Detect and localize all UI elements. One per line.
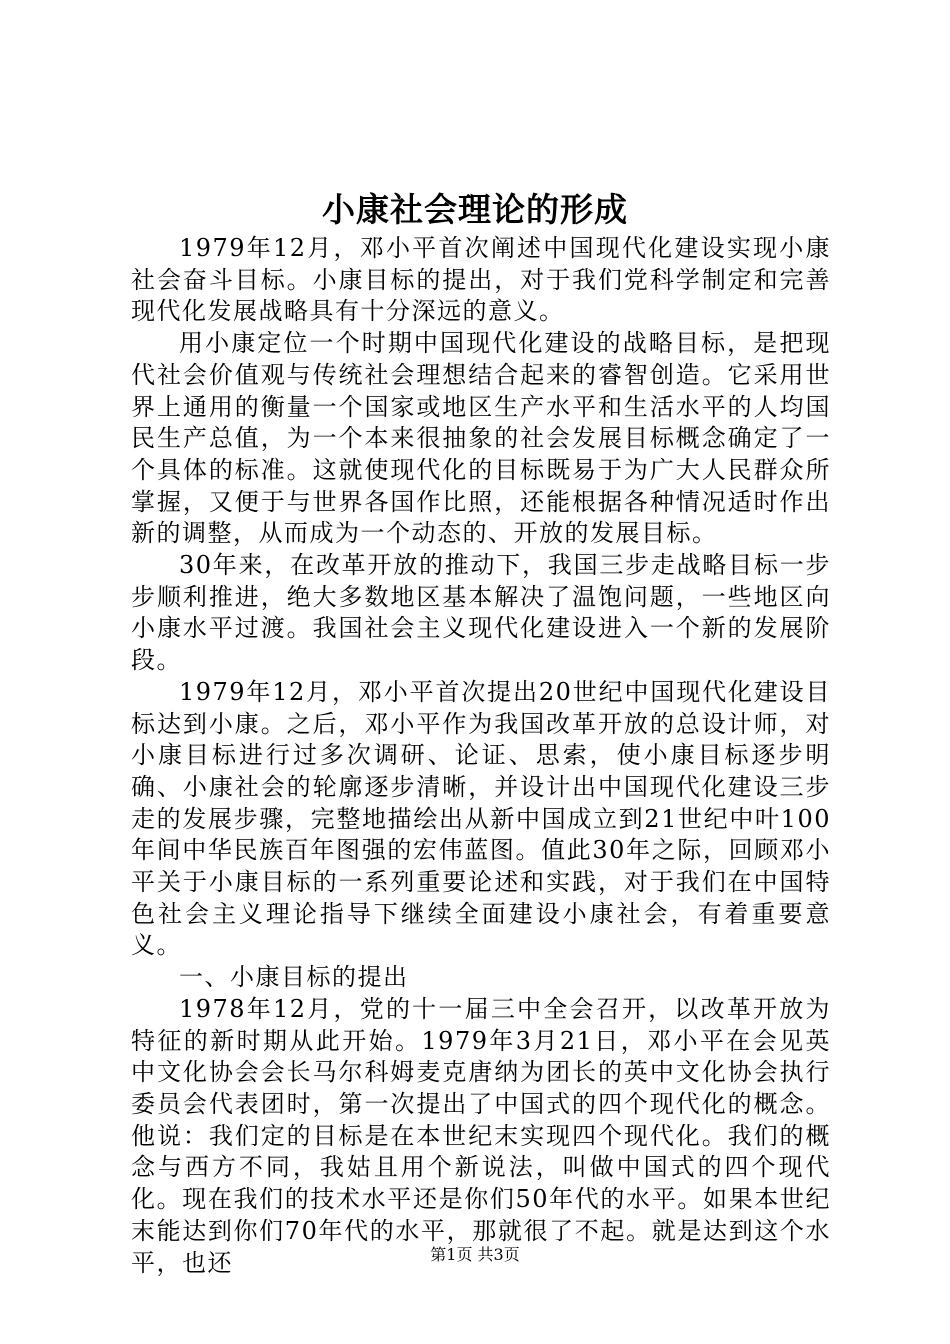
paragraph: 用小康定位一个时期中国现代化建设的战略目标，是把现代社会价值观与传统社会理想结合起来的睿智创造。它采用世界上通用的衡量一个国家或地区生产水平和生活水平的人均国民生产总值，为一个本来很抽象的社会发展目标概念确定了一个具体的标准。这就使现代化的目标既易于为广大人民群众所掌握，又便于与世界各国作比照，还能根据各种情况适时作出新的调整，从而成为一个动态的、开放的发展目标。 <box>131 329 831 548</box>
paragraph: 30年来，在改革开放的推动下，我国三步走战略目标一步步顺利推进，绝大多数地区基本解决了温饱问题，一些地区向小康水平过渡。我国社会主义现代化建设进入一个新的发展阶段。 <box>131 551 831 675</box>
section-heading: 一、小康目标的提出 <box>179 963 409 992</box>
page-number-footer: 第1页 共3页 <box>430 1245 520 1264</box>
document-body <box>131 233 831 1279</box>
paragraph: 1979年12月，邓小平首次提出20世纪中国现代化建设目标达到小康。之后，邓小平作为我国改革开放的总设计师，对小康目标进行过多次调研、论证、思索，使小康目标逐步明确、小康社会的轮廓逐步清晰，并设计出中国现代化建设三步走的发展步骤，完整地描绘出从新中国成立到21世纪中叶100年间中华民族百年图强的宏伟蓝图。值此30年之际，回顾邓小平关于小康目标的一系列重要论述和实践，对于我们在中国特色社会主义理论指导下继续全面建设小康社会，有着重要意义。 <box>131 677 831 960</box>
paragraph: 1979年12月，邓小平首次阐述中国现代化建设实现小康社会奋斗目标。小康目标的提出，对于我们党科学制定和完善现代化发展战略具有十分深远的意义。 <box>131 234 831 326</box>
paragraph: 1978年12月，党的十一届三中全会召开，以改革开放为特征的新时期从此开始。1979年3月21日，邓小平在会见英中文化协会会长马尔科姆麦克唐纳为团长的英中文化协会执行委员会代表团时，第一次提出了中国式的四个现代化的概念。他说：我们定的目标是在本世纪末实现四个现代化。我们的概念与西方不同，我姑且用个新说法，叫做中国式的四个现代化。现在我们的技术水平还是你们50年代的水平。如果本世纪末能达到你们70年代的水平，那就很了不起。就是达到这个水平，也还 <box>131 994 831 1277</box>
document-title: 小康社会理论的形成 <box>322 190 628 229</box>
